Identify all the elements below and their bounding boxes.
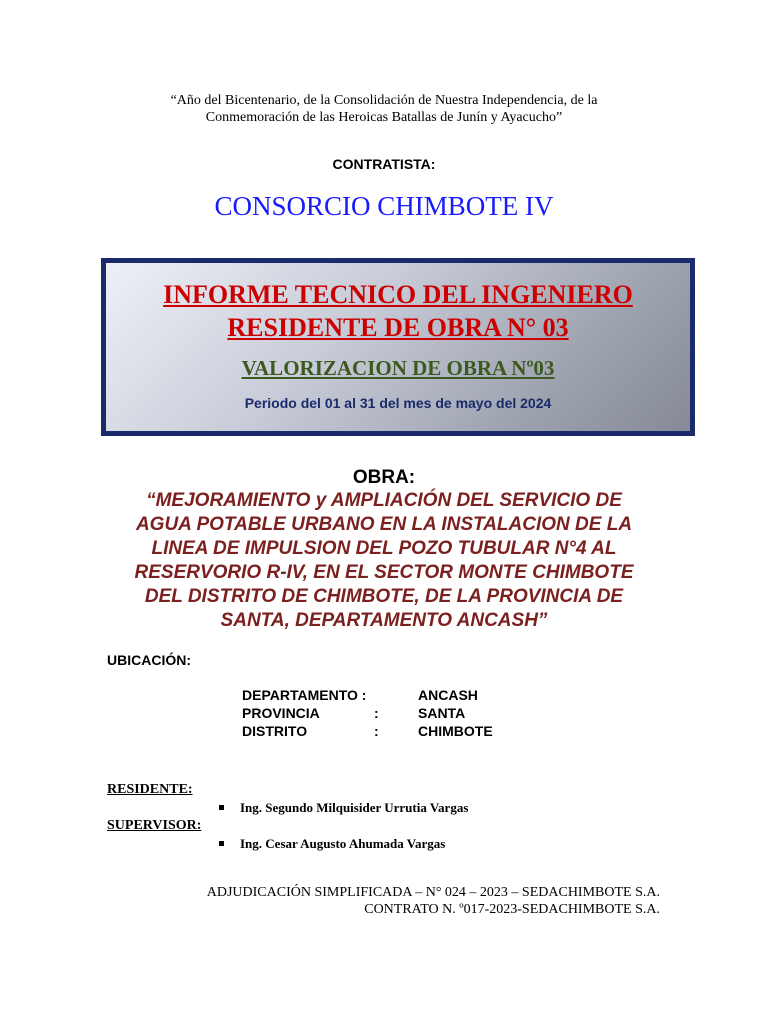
contract-footer (207, 884, 660, 918)
supervisor-entry (219, 836, 445, 852)
report-period: Periodo del 01 al 31 del mes de mayo del 2024 (244, 395, 552, 411)
motto-line-2: Conmemoración de las Heroicas Batallas de Junín y Ayacucho” (205, 110, 563, 125)
ubicacion-label: UBICACIÓN: (107, 652, 191, 668)
obra-label: OBRA: (352, 467, 416, 488)
ubicacion-colon: : (374, 723, 379, 739)
footer-line-1: ADJUDICACIÓN SIMPLIFICADA – N° 024 – 2023 – SEDACHIMBOTE S.A. (206, 885, 660, 900)
bullet-icon (219, 805, 224, 810)
report-title-line-1: INFORME TECNICO DEL INGENIERO (163, 280, 633, 309)
ubicacion-table (242, 686, 542, 740)
bullet-icon (219, 841, 224, 846)
ubicacion-row-distrito (242, 722, 542, 740)
ubicacion-key: DEPARTAMENTO : (242, 687, 367, 703)
supervisor-label: SUPERVISOR: (107, 818, 202, 833)
ubicacion-value: CHIMBOTE (418, 723, 493, 739)
ubicacion-key: DISTRITO (242, 723, 308, 739)
report-title-box (101, 258, 695, 436)
supervisor-name: Ing. Cesar Augusto Ahumada Vargas (240, 836, 446, 851)
ubicacion-value: ANCASH (418, 687, 478, 703)
footer-line-2: CONTRATO N. º017-2023-SEDACHIMBOTE S.A. (364, 902, 660, 917)
valorizacion-title: VALORIZACION DE OBRA Nº03 (241, 356, 555, 380)
commemorative-motto (0, 92, 768, 126)
residente-entry (219, 800, 468, 816)
obra-line: “MEJORAMIENTO y AMPLIACIÓN DEL SERVICIO DE (146, 490, 622, 511)
obra-line: LINEA DE IMPULSION DEL POZO TUBULAR N°4 AL (151, 538, 617, 559)
contratista-label: CONTRATISTA: (332, 156, 436, 172)
obra-line: RESERVORIO R-IV, EN EL SECTOR MONTE CHIMBOTE (134, 562, 634, 583)
obra-line: SANTA, DEPARTAMENTO ANCASH” (220, 610, 548, 631)
ubicacion-key: PROVINCIA (242, 705, 320, 721)
ubicacion-value: SANTA (418, 705, 466, 721)
ubicacion-row-departamento (242, 686, 542, 704)
residente-name: Ing. Segundo Milquisider Urrutia Vargas (240, 800, 469, 815)
obra-description (100, 489, 668, 633)
ubicacion-colon: : (374, 705, 379, 721)
ubicacion-row-provincia (242, 704, 542, 722)
motto-line-1: “Año del Bicentenario, de la Consolidación de Nuestra Independencia, de la (170, 93, 598, 108)
obra-line: AGUA POTABLE URBANO EN LA INSTALACION DE LA (135, 514, 633, 535)
report-title-line-2: RESIDENTE DE OBRA N° 03 (227, 313, 569, 342)
contratista-name: CONSORCIO CHIMBOTE IV (214, 191, 554, 221)
residente-label: RESIDENTE: (107, 782, 193, 797)
obra-line: DEL DISTRITO DE CHIMBOTE, DE LA PROVINCIA DE (144, 586, 624, 607)
